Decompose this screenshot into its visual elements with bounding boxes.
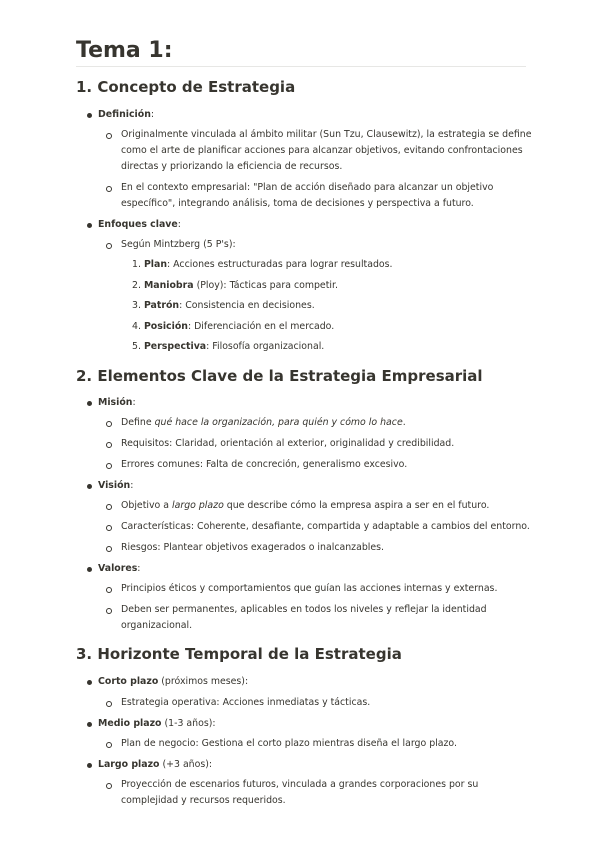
valores-label: Valores — [98, 563, 138, 574]
circle-bullet-icon — [106, 742, 112, 748]
largo-plazo-label: Largo plazo — [98, 759, 160, 770]
valores-item: Valores: — [98, 563, 141, 574]
bullet-icon — [87, 722, 92, 727]
definicion-text-1-l1: Originalmente vinculada al ámbito militar (Sun Tzu, Clausewitz), la estrategia se define — [121, 129, 532, 140]
circle-bullet-icon — [106, 442, 112, 448]
mision-text-2: Requisitos: Claridad, orientación al exterior, originalidad y credibilidad. — [121, 438, 455, 449]
title-divider — [76, 66, 526, 67]
medio-plazo-text: Plan de negocio: Gestiona el corto plazo mientras diseña el largo plazo. — [121, 738, 457, 749]
valores-text-2-l1: Deben ser permanentes, aplicables en todos los niveles y reflejar la identidad — [121, 604, 487, 615]
bullet-icon — [87, 401, 92, 406]
section-2-heading: 2. Elementos Clave de la Estrategia Empresarial — [76, 367, 483, 385]
enfoques-label: Enfoques clave — [98, 219, 178, 230]
bullet-icon — [87, 763, 92, 768]
bullet-icon — [87, 113, 92, 118]
definicion-text-2-l2: específico", integrando análisis, toma de decisiones y perspectiva a futuro. — [121, 198, 474, 209]
mision-label: Misión — [98, 397, 133, 408]
circle-bullet-icon — [106, 701, 112, 707]
mision-text-3: Errores comunes: Falta de concreción, generalismo excesivo. — [121, 459, 408, 470]
valores-text-1: Principios éticos y comportamientos que guían las acciones internas y externas. — [121, 583, 498, 594]
medio-plazo-item: Medio plazo (1-3 años): — [98, 718, 216, 729]
circle-bullet-icon — [106, 608, 112, 614]
enfoques-item: Enfoques clave: — [98, 219, 181, 230]
ps-item-1: 1. Plan: Acciones estructuradas para lograr resultados. — [132, 259, 393, 270]
bullet-icon — [87, 484, 92, 489]
vision-text-3: Riesgos: Plantear objetivos exagerados o inalcanzables. — [121, 542, 385, 553]
ps-item-5: 5. Perspectiva: Filosofía organizacional. — [132, 341, 325, 352]
medio-plazo-label: Medio plazo — [98, 718, 162, 729]
circle-bullet-icon — [106, 504, 112, 510]
corto-plazo-item: Corto plazo (próximos meses): — [98, 676, 249, 687]
mintzberg-text: Según Mintzberg (5 P's): — [121, 239, 236, 250]
mision-text-1: Define qué hace la organización, para quién y cómo lo hace. — [121, 417, 406, 428]
bullet-icon — [87, 680, 92, 685]
largo-plazo-item: Largo plazo (+3 años): — [98, 759, 213, 770]
largo-plazo-text-l1: Proyección de escenarios futuros, vinculada a grandes corporaciones por su — [121, 779, 479, 790]
circle-bullet-icon — [106, 133, 112, 139]
vision-label: Visión — [98, 480, 131, 491]
definicion-text-1-l3: directas y priorizando la eficiencia de recursos. — [121, 161, 343, 172]
circle-bullet-icon — [106, 463, 112, 469]
corto-plazo-label: Corto plazo — [98, 676, 159, 687]
definicion-text-1-l2: como el arte de planificar acciones para alcanzar objetivos, evitando confrontaciones — [121, 145, 523, 156]
definicion-text-2-l1: En el contexto empresarial: "Plan de acción diseñado para alcanzar un objetivo — [121, 182, 494, 193]
section-3-heading: 3. Horizonte Temporal de la Estrategia — [76, 645, 402, 663]
circle-bullet-icon — [106, 243, 112, 249]
circle-bullet-icon — [106, 525, 112, 531]
definicion-label: Definición — [98, 109, 151, 120]
section-1-heading: 1. Concepto de Estrategia — [76, 78, 296, 96]
ps-item-2: 2. Maniobra (Ploy): Tácticas para competir. — [132, 280, 338, 291]
page-title: Tema 1: — [76, 38, 173, 63]
vision-text-2: Características: Coherente, desafiante, compartida y adaptable a cambios del entorno. — [121, 521, 530, 532]
bullet-icon — [87, 567, 92, 572]
circle-bullet-icon — [106, 783, 112, 789]
corto-plazo-text: Estrategia operativa: Acciones inmediatas y tácticas. — [121, 697, 371, 708]
mision-item: Misión: — [98, 397, 136, 408]
largo-plazo-text-l2: complejidad y recursos requeridos. — [121, 795, 286, 806]
valores-text-2-l2: organizacional. — [121, 620, 193, 631]
definicion-item: Definición: — [98, 109, 155, 120]
ps-item-3: 3. Patrón: Consistencia en decisiones. — [132, 300, 315, 311]
circle-bullet-icon — [106, 186, 112, 192]
ps-item-4: 4. Posición: Diferenciación en el mercado. — [132, 321, 335, 332]
circle-bullet-icon — [106, 546, 112, 552]
bullet-icon — [87, 223, 92, 228]
circle-bullet-icon — [106, 421, 112, 427]
circle-bullet-icon — [106, 587, 112, 593]
vision-text-1: Objetivo a largo plazo que describe cómo la empresa aspira a ser en el futuro. — [121, 500, 490, 511]
vision-item: Visión: — [98, 480, 134, 491]
